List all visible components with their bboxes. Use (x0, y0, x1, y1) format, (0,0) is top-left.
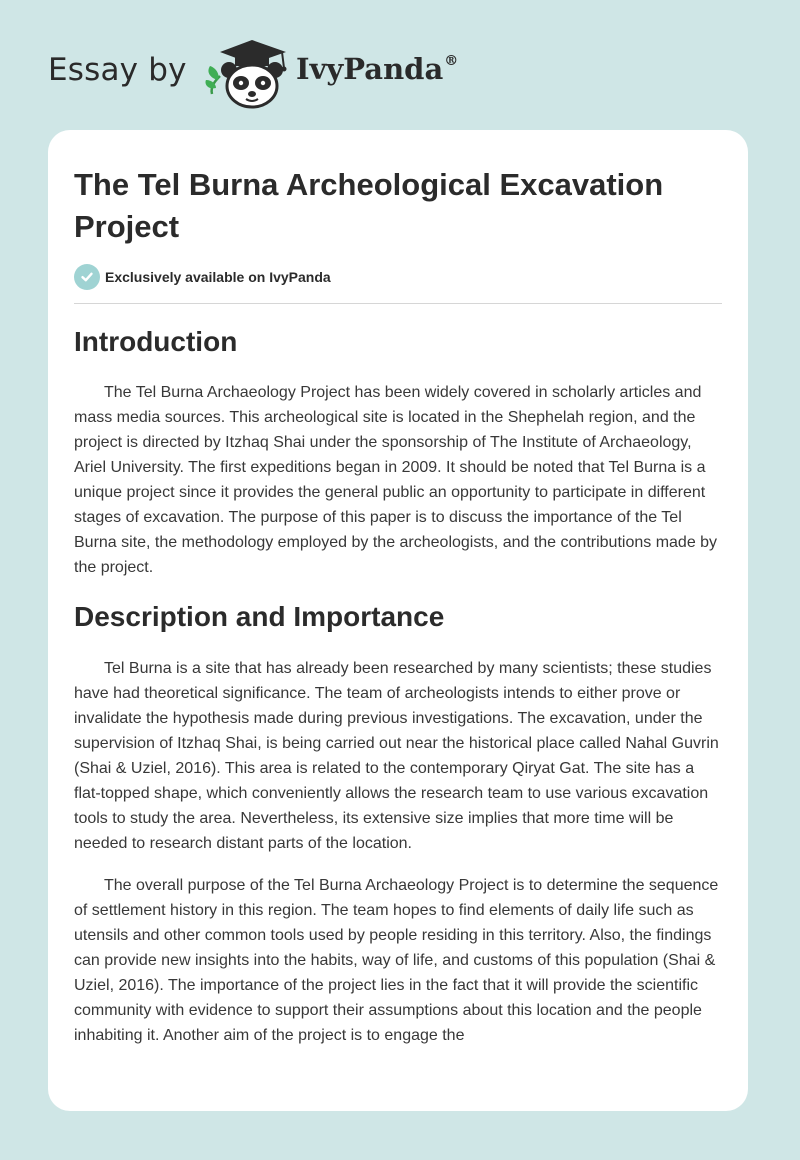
divider (74, 303, 722, 304)
panda-graduate-icon (202, 36, 292, 110)
exclusive-badge (74, 264, 331, 290)
essay-card (48, 130, 748, 1111)
essay-by-label: Essay by (48, 52, 187, 88)
section-heading: Introduction (74, 326, 238, 357)
section-description-importance (74, 597, 724, 1048)
site-header (0, 0, 800, 130)
paragraph: The Tel Burna Archaeology Project has been widely covered in scholarly articles and mass media sources. This archeological site is located in the Shephelah region, and the project is directed by Itzhaq Shai under the sponsorship of The Institute of Archaeology, Ariel University. The first expeditions began in 2009. It should be noted that Tel Burna is a unique project since it provides the general public an opportunity to participate in different stages of excavation. The purpose of this paper is to discuss the importance of the Tel Burna site, the methodology employed by the archeologists, and the contributions made by the project. (74, 384, 718, 576)
brand-name[interactable] (296, 52, 458, 86)
ivypanda-logo[interactable] (202, 36, 292, 110)
checkmark-icon (74, 264, 100, 290)
paragraph: Tel Burna is a site that has already been researched by many scientists; these studies have had theoretical significance. The team of archeologists intends to either prove or invalidate the hypothesis made during previous investigations. The excavation, under the supervision of Itzhaq Shai, is being carried out near the historical place called Nahal Guvrin (Shai & Uziel, 2016). This area is related to the contemporary Qiryat Gat. The site has a flat-topped shape, which conveniently allows the research team to use various excavation tools to study the area. Nevertheless, its extensive size implies that more time will be needed to research distant parts of the location. (74, 660, 719, 852)
essay-title: The Tel Burna Archeological Excavation Project (74, 167, 664, 244)
badge-label: Exclusively available on IvyPanda (105, 269, 331, 285)
essay-body (74, 322, 724, 1065)
brand-text: IvyPanda (296, 52, 444, 86)
registered-mark: ® (444, 53, 459, 69)
section-heading: Description and Importance (74, 601, 445, 632)
paragraph: The overall purpose of the Tel Burna Archaeology Project is to determine the sequence of settlement history in this region. The team hopes to find elements of daily life such as utensils and other common tools used by people residing in this territory. Also, the findings can provide new insights into the habits, way of life, and customs of this population (Shai & Uziel, 2016). The importance of the project lies in the fact that it will provide the scientific community with evidence to support their assumptions about this location and the people inhabiting it. Another aim of the project is to engage the (74, 877, 719, 1044)
section-introduction (74, 322, 724, 580)
